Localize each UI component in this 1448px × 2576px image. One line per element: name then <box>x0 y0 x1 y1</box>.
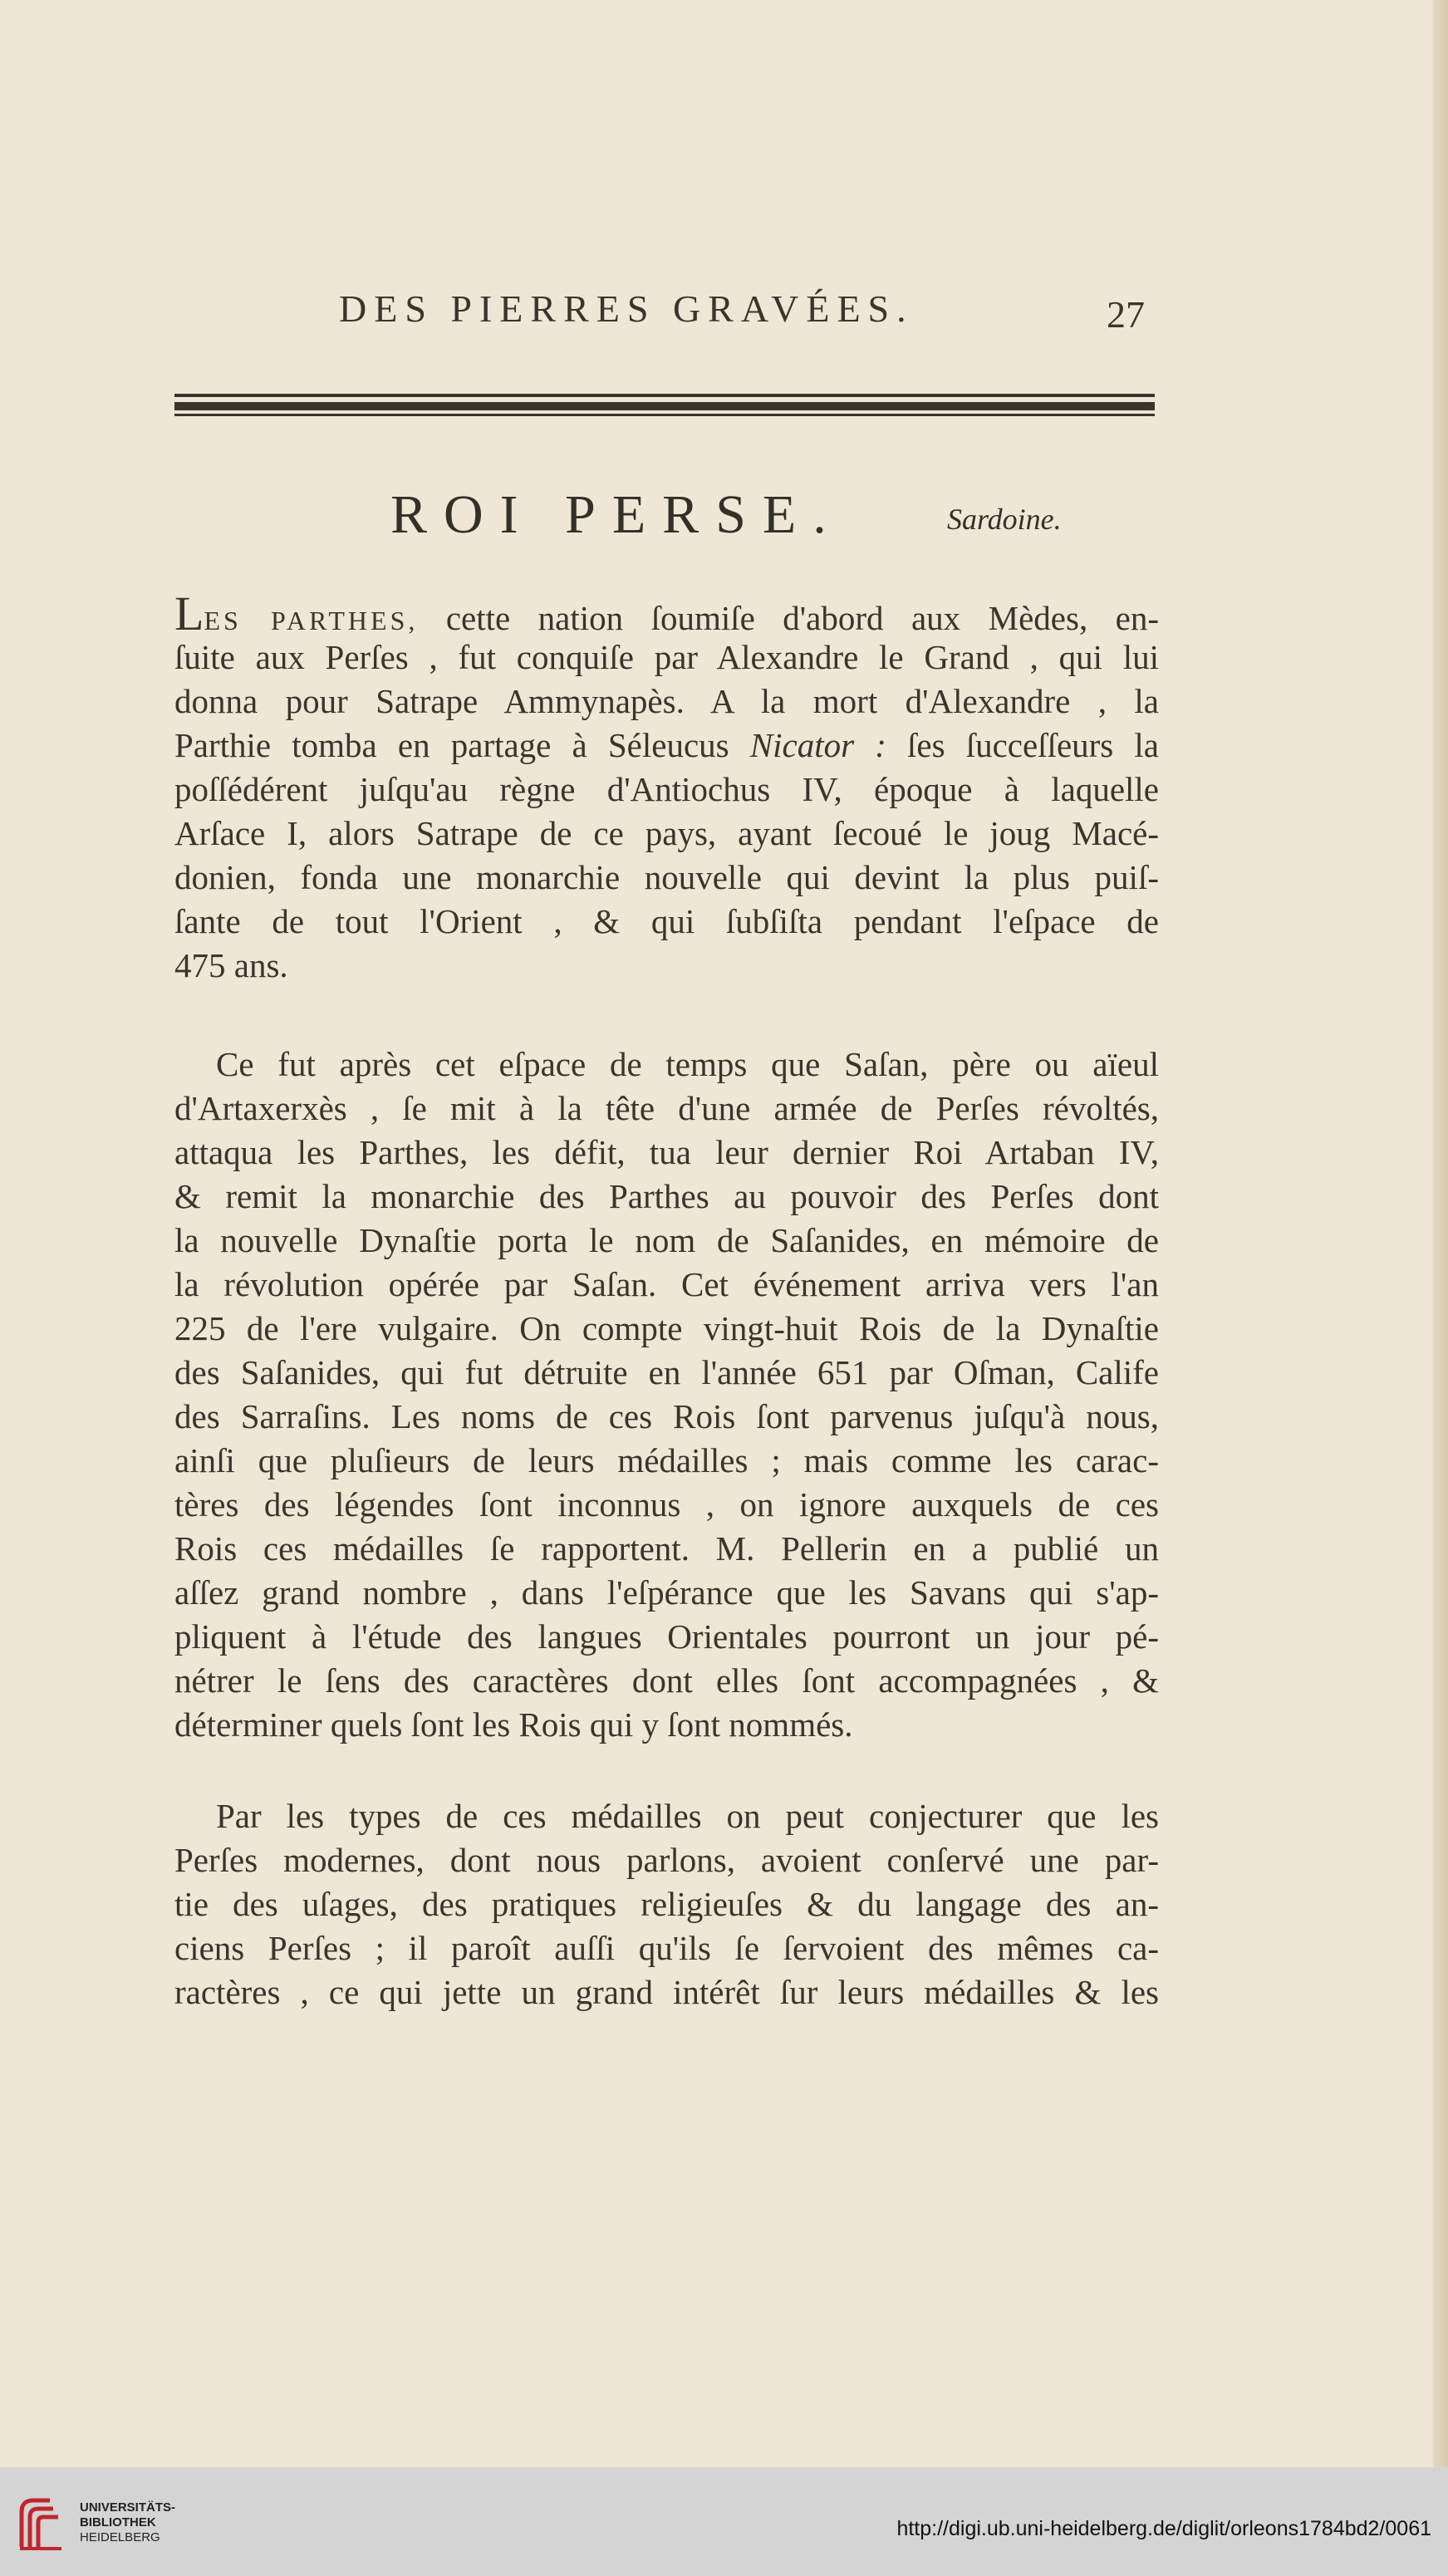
library-name-line: HEIDELBERG <box>80 2530 160 2544</box>
footer-bar <box>0 2467 1448 2576</box>
text-line: & remit la monarchie des Parthes au pouvoir des Perſes dont <box>174 1177 1159 1215</box>
italic-text: Nicator : <box>749 726 886 764</box>
running-head: DES PIERRES GRAVÉES. <box>339 287 914 330</box>
paragraph-3 <box>174 1794 1159 2014</box>
text-line: poſſédérent juſqu'au règne d'Antiochus IV, époque à laquelle <box>174 770 1159 808</box>
text-line: déterminer quels ſont les Rois qui y ſont nommés. <box>174 1705 853 1744</box>
text-line: pliquent à l'étude des langues Orientales pourront un jour pé- <box>174 1617 1159 1656</box>
text-line: ainſi que pluſieurs de leurs médailles ; mais comme les carac- <box>174 1441 1159 1479</box>
page-edge <box>1433 0 1448 2467</box>
text-line: des Sarraſins. Les noms de ces Rois ſont parvenus juſqu'à nous, <box>174 1397 1159 1435</box>
text-line: ciens Perſes ; il paroît auſſi qu'ils ſe ſervoient des mêmes ca- <box>174 1929 1159 1967</box>
text-line: Ce fut après cet eſpace de temps que Saſan, père ou aïeul <box>216 1045 1159 1083</box>
text-line: la nouvelle Dynaſtie porta le nom de Saſanides, en mémoire de <box>174 1221 1159 1259</box>
text-line: ractères , ce qui jette un grand intérêt ſur leurs médailles & les <box>174 1973 1159 2011</box>
drop-cap: L <box>174 591 204 635</box>
text-line: tères des légendes ſont inconnus , on ignore auxquels de ces <box>174 1485 1159 1524</box>
text-line: donna pour Satrape Ammynapès. A la mort d'Alexandre , la <box>174 682 1159 720</box>
text-line: des Saſanides, qui fut détruite en l'année 651 par Oſman, Calife <box>174 1353 1159 1391</box>
paragraph-2 <box>174 1043 1159 1747</box>
section-title: ROI PERSE. <box>390 484 843 545</box>
text-line: attaqua les Parthes, les défit, tua leur dernier Roi Artaban IV, <box>174 1133 1159 1171</box>
text-line: 225 de l'ere vulgaire. On compte vingt-huit Rois de la Dynaſtie <box>174 1309 1159 1347</box>
text-fragment: ſes ſucceſſeurs la <box>886 726 1159 764</box>
text-line: ſante de tout l'Orient , & qui ſubſiſta pendant l'eſpace de <box>174 902 1159 940</box>
text-fragment: Parthie tomba en partage à Séleucus <box>174 726 750 764</box>
library-name-line: BIBLIOTHEK <box>80 2515 156 2529</box>
text-line: Par les types de ces médailles on peut conjecturer que les <box>216 1797 1159 1835</box>
section-subtitle: Sardoine. <box>947 503 1062 536</box>
text-line: Arſace I, alors Satrape de ce pays, ayant ſecoué le joug Macé- <box>174 814 1159 852</box>
library-name <box>80 2500 175 2545</box>
text-line: nétrer le ſens des caractères dont elles ſont accompagnées , & <box>174 1661 1159 1700</box>
text-line: Rois ces médailles ſe rapportent. M. Pellerin en a publié un <box>174 1529 1159 1568</box>
heidelberg-library-logo-icon <box>17 2495 65 2552</box>
library-name-line: UNIVERSITÄTS- <box>80 2500 176 2515</box>
text-line <box>174 724 1159 768</box>
text-line: Perſes modernes, dont nous parlons, avoient conſervé une par- <box>174 1841 1159 1879</box>
text-line: donien, fonda une monarchie nouvelle qui devint la plus puiſ- <box>174 858 1159 896</box>
text-line: ſuite aux Perſes , fut conquiſe par Alexandre le Grand , qui lui <box>174 638 1159 676</box>
header-rule-thin-top <box>174 394 1155 397</box>
text-line: 475 ans. <box>174 946 288 984</box>
header-rule-thick <box>174 402 1155 410</box>
permalink-url[interactable]: http://digi.ub.uni-heidelberg.de/diglit/orleons1784bd2/0061 <box>896 2517 1431 2540</box>
paragraph-1 <box>174 591 1159 988</box>
text-line: la révolution opérée par Saſan. Cet événement arriva vers l'an <box>174 1265 1159 1303</box>
text-line <box>174 591 1159 635</box>
text-line: tie des uſages, des pratiques religieuſes & du langage des an- <box>174 1885 1159 1923</box>
text-line: aſſez grand nombre , dans l'eſpérance que les Savans qui s'ap- <box>174 1573 1159 1612</box>
small-caps-text: ES PARTHES, <box>204 606 419 635</box>
page-number: 27 <box>1107 293 1145 336</box>
text-fragment: cette nation ſoumiſe d'abord aux Mèdes, en- <box>418 599 1159 635</box>
text-line: d'Artaxerxès , ſe mit à la tête d'une armée de Perſes révoltés, <box>174 1089 1159 1127</box>
header-rule-thin-bottom <box>174 414 1155 416</box>
